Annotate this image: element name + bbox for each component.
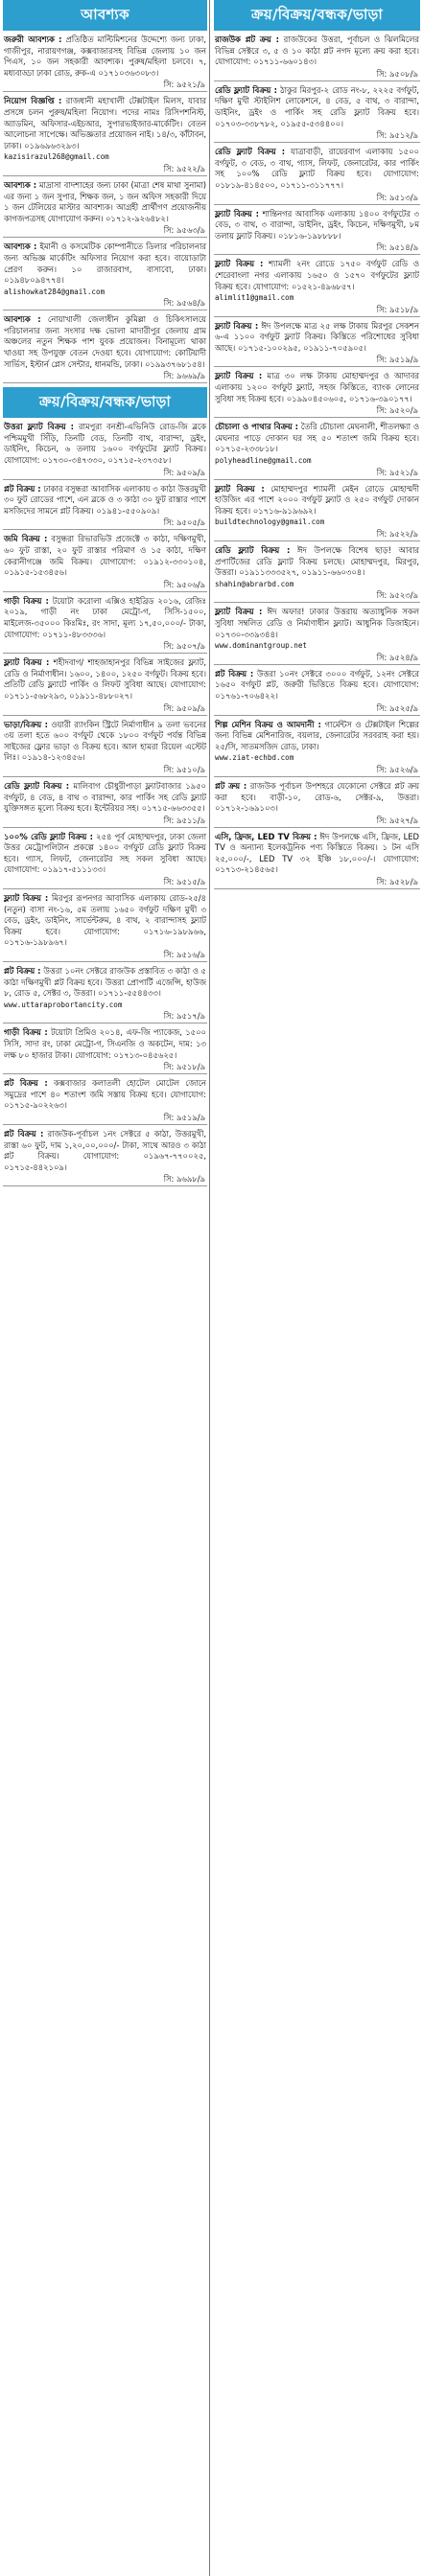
ad-text: [214, 422, 420, 466]
ad-body: টয়োটা প্রিমিও ২০১৪, এফ-জি প্যাকেজ, ১৫০০ সিসি, সাদা রং, ঢাকা মেট্রো-গ, সিএনজি ও অকটেন, দাম: ১৩ লক্ষ ৮০ হাজার টাকা। যোগাযোগ: ০১৭১৩-০৪৫৬২৫।: [4, 1027, 206, 1060]
ad-contact-link[interactable]: alimlit1@gmail.com: [215, 293, 294, 303]
ad-title: আবশ্যক :: [4, 242, 37, 252]
ad-code: সি: ৯৬৬৯/৯: [3, 370, 207, 383]
classified-ad: [3, 893, 207, 962]
ad-code: সি: ৯৫১৬/৯: [3, 949, 207, 962]
ad-code: সি: ৯৫৬৪/৯: [3, 297, 207, 310]
ad-title: রেডি ফ্ল্যাট বিক্রয় :: [215, 545, 291, 555]
ad-body: মাত্র ৩০ লক্ষ টাকায় মোহাম্মদপুর ও আদাবর এলাকায় ১২০০ বর্গফুট ফ্ল্যাট, সহজ কিস্তিতে, ব্যাংক লোনের সুবিধা সহ বিক্রয় হবে। ০১৯৯০৪৫০৬০৫, ০১৭১৬-৩৯০১৭৭।: [215, 371, 419, 403]
classified-ad: [214, 321, 420, 368]
ad-contact-link[interactable]: polyheadline@gmail.com: [215, 456, 312, 466]
ad-body: শ্যামলী ২নং রোডে ১৭৫০ বর্গফুট রেডি ও শেরেবাংলা নগর এলাকায় ১৬৫০ ও ১৫৭০ বর্গফুটের ফ্ল্যাট বিক্রয় হবে। যোগাযোগ: ০১৫২১-৪৯৬৮৫৭।: [215, 259, 419, 291]
classified-ad: [3, 781, 207, 828]
ad-body: উত্তরা ১০নং সেক্টরে রাজউক প্রস্তাবিত ৩ কাঠা ও ৫ কাঠা দক্ষিণমুখী প্লট বিক্রয় হবে। উত্তরা প্রোপার্টি এজেন্সি, হাউজ ৮, রোড ৫, সেক্টর ৩, উত্তরা। ০১৭১১-৫৫৪৪৩৩।: [4, 966, 206, 999]
ad-contact-link[interactable]: www.ziat-echbd.com: [215, 753, 294, 763]
ad-code: সি: ৯৫১৭/৯: [3, 1010, 207, 1024]
ad-text: [214, 484, 420, 528]
ad-title: শিল্প মেশিন বিক্রয় ও আমদানী :: [215, 719, 321, 729]
ad-text: [3, 966, 207, 1010]
ad-code: সি: ৯৫২৪/৯: [214, 652, 420, 665]
ad-body: রাজউক-পূর্বাচল ১নং সেক্টরে ৫ কাঠা, উত্তরমুখী, রাস্তা ৬০ ফুট, দাম ১,২০,০০,০০০/- টাকা, সাথে আরও ৩ কাঠা প্লট বিক্রয়। যোগাযোগ: ০১৯৬৭-৭৭০০২৫, ০১৭১৫-৪৪২১০৯।: [4, 1128, 206, 1172]
classified-ad: [214, 669, 420, 716]
classified-ad: [214, 607, 420, 664]
ad-title: ফ্ল্যাট বিক্রয় :: [215, 371, 263, 381]
ad-code: সি: ৯৫২৭/৯: [214, 815, 420, 828]
ad-title: জমি বিক্রয় :: [4, 534, 48, 544]
ad-text: [3, 720, 207, 764]
ad-title: আবশ্যক :: [4, 179, 37, 190]
ad-title: রাজউক প্লট ক্রয় :: [215, 34, 280, 44]
ad-title: গাড়ী বিক্রয় :: [4, 1027, 48, 1038]
ad-text: [3, 781, 207, 815]
ad-text: [214, 720, 420, 764]
column-divider: [209, 0, 210, 2576]
ad-contact-link[interactable]: www.uttaraprobortancity.com: [4, 1000, 123, 1009]
classified-ad: [214, 85, 420, 143]
ad-text: [214, 34, 420, 68]
ad-code: সি: ৯৫১৫/৯: [3, 876, 207, 889]
ad-text: [3, 832, 207, 876]
ad-title: ফ্ল্যাট বিক্রয় :: [215, 483, 265, 494]
ad-title: জরুরী আবশ্যক :: [4, 34, 62, 44]
classified-ad: [3, 422, 207, 479]
left-column: [3, 0, 207, 2576]
classified-ad: [214, 781, 420, 828]
ad-title: ফ্ল্যাট বিক্রয় :: [215, 259, 264, 269]
ad-title: ফ্ল্যাট বিক্রয় :: [4, 893, 49, 904]
ad-body: রাজউকের উত্তরা, পূর্বাচল ও ঝিলমিলের বিভিন্ন সেক্টরে ৩, ৫ ও ১০ কাঠা প্লট নগদ মূল্যে ক্রয় করা হবে। যোগাযোগ: ০১৭১১-৬৬০১৪৩।: [215, 34, 419, 67]
ad-body: যাত্রাবাড়ী, রায়েরবাগ এলাকায় ১৫০০ বর্গফুট, ৩ বেড, ৩ বাথ, গ্যাস, লিফট, জেনারেটর, কার পার্কিং সহ ১০০% রেডি ফ্ল্যাট বিক্রয় হবে। যোগাযোগ: ০১৮১৯-৪১৪৫০০, ০১৭১১-৩১১৭৭৭।: [215, 147, 419, 190]
classified-ad: [3, 484, 207, 531]
ad-text: [214, 669, 420, 702]
ad-title: প্লট ক্রয় :: [215, 780, 247, 791]
ad-title: রেডি ফ্ল্যাট বিক্রয় :: [4, 780, 70, 791]
classified-ad: [214, 209, 420, 256]
ad-body: তৈরি চৌচালা মেঘনালী, শীতলক্ষ্যা ও মেঘনার পাড়ে দোকান ঘর সহ ৫০ শতাংশ জমি বিক্রয় হবে। ০১৭১৫-২৩৩৮১৮।: [215, 422, 419, 454]
classified-ad: [214, 259, 420, 316]
ad-body: ঈদ উপলক্ষে বিশেষ ছাড়! আবার প্রপার্টিজের রেডি ফ্ল্যাট বিক্রয় চলছে। মোহাম্মদপুর, মিরপুর, উত্তরা। ০১৯১১৩৩৩৫২৭, ০১৯১১-৬৬০৩০৪।: [215, 545, 420, 578]
ad-title: রেডি ফ্ল্যাট বিক্রয় :: [215, 84, 277, 95]
ad-title: ফ্ল্যাট বিক্রয় :: [215, 320, 259, 331]
classified-ad: [214, 832, 420, 889]
ad-title: ফ্ল্যাট বিক্রয় :: [215, 607, 263, 617]
ad-code: সি: ৯৫০৮/৯: [214, 68, 420, 81]
classified-ad: [3, 180, 207, 238]
ad-code: সি: ৯৫১২/৯: [214, 129, 420, 143]
ad-text: [3, 34, 207, 79]
classified-ad: [3, 966, 207, 1024]
ad-code: সি: ৯৫০৫/৯: [3, 517, 207, 530]
classified-ad: [3, 34, 207, 92]
ad-code: সি: ৯৫০৬/৯: [3, 579, 207, 592]
classified-ad: [214, 371, 420, 418]
section-header-property-right: ক্রয়/বিক্রয়/বন্ধক/ভাড়া: [214, 0, 420, 31]
ad-text: [214, 781, 420, 815]
ad-body: মোহাম্মদপুর শ্যামলী মেইন রোডে মোহাম্মদী হাউজিং এর পাশে ২০০০ বর্গফুট ফ্ল্যাট ও ২৫০ বর্গফুট দোকান বিক্রয় হবে। ০১৭১৬-৯১৯৬৯২।: [215, 483, 420, 516]
ad-list-property-right: [214, 34, 420, 889]
ad-title: চৌচালা ও পাথার বিক্রয় :: [215, 422, 299, 432]
ad-title: প্লট বিক্রয় :: [215, 668, 254, 678]
ad-code: সি: ৯৫২০/৯: [214, 404, 420, 418]
ad-text: [214, 147, 420, 191]
ad-code: সি: ৯৫০৯/৯: [3, 702, 207, 716]
ad-body: গার্মেন্টস ও টেক্সটাইল শিল্পের জন্য বিভিন্ন মেশিনারিজ, বয়লার, জেনারেটর সরবরাহ করা হয়। ২৫/সি, সাতমসজিদ রোড, ঢাকা।: [215, 719, 419, 751]
ad-text: [214, 259, 420, 303]
classified-ad: [214, 34, 420, 81]
ad-title: ফ্ল্যাট বিক্রয় :: [4, 657, 50, 668]
ad-contact-link[interactable]: shahin@abrarbd.com: [215, 579, 294, 588]
ad-code: সি: ৯৫১৮/৯: [3, 1061, 207, 1074]
ad-body: টয়োটা করোলা এক্সিও হাইব্রিড ২০১৬, রেজিঃ ২০১৯, গাড়ী নং ঢাকা মেট্রো-গ, সিসি-১৫০০, মাইলেজ-৩৫০০০ কিঃমিঃ, রং সাদা, মূল্য ১৭,৫০,০০০/- টাকা, যোগাযোগ: ০১৭১১-৪৮৩৩৩৬।: [4, 595, 206, 639]
ad-title: উত্তরা ফ্ল্যাট বিক্রয় :: [4, 422, 75, 432]
classified-ad: [3, 314, 207, 383]
ad-title: প্লট বিক্রয় :: [4, 1078, 48, 1089]
ad-code: সি: ৯৫১১/৯: [3, 815, 207, 828]
ad-body: ওয়ারী র‍্যাংকিন স্ট্রিটে নির্মাণাধীন ৯ তলা ভবনের ৩য় তলা হতে ৬০০ বর্গফুট থেকে ১৮০০ বর্গফুট পর্যন্ত বিভিন্ন সাইজের ফ্লোর ভাড়া ও বিক্রয় হবে। আল হামরা রিয়েল এস্টেট লিঃ। ০১৯১৪-১২৩৪৫৬।: [4, 719, 206, 763]
ad-body: ঈদ অফার! ঢাকার উত্তরায় অত্যাধুনিক সকল সুবিধা সম্বলিত রেডি ও নির্মাণাধীন ফ্ল্যাট। আধুনিক ডিজাইনে। ০১৭৩০-৩৩৯৩৪৪।: [215, 607, 419, 639]
ad-body: শান্তিনগর আবাসিক এলাকায় ১৪০০ বর্গফুটের ৩ বেড, ৩ বাথ, ৩ বারান্দা, ডাইনিং, ড্রইং, কিচেন, দক্ষিণমুখী, ৮ম তলায় ফ্ল্যাট বিক্রয়। ০১৮১৬-১৯৮৮৮৮।: [215, 208, 419, 241]
ad-body: উত্তরা ১০নং সেক্টরে ৩০০০ বর্গফুট, ১২নং সেক্টরে ১৬৫০ বর্গফুট প্লট, জরুরী ভিত্তিতে বিক্রয় হবে। যোগাযোগ: ০১৭৬১-৭০৬৪২২।: [215, 668, 419, 701]
classified-ad: [3, 1078, 207, 1125]
ad-code: সি: ৯৫১৪/৯: [214, 242, 420, 255]
ad-title: ভাড়া/বিক্রয় :: [4, 719, 49, 729]
ad-text: [214, 832, 420, 876]
ad-body: শহীদবাগ/ শাহজাহানপুর বিভিন্ন সাইজের ফ্ল্যাট, রেডি ও নির্মাণাধীন। ১৬০০, ১৪০০, ১২৫০ বর্গফুট। বিক্রয় হবে। প্রতিটি রেডি ফ্ল্যাটে পার্কিং ও লিফট সুবিধা আছে। যোগাযোগ: ০১৭১১-৫৬৮২৯৩, ০১৯১১-৪৮৮০২৭।: [4, 657, 207, 701]
ad-text: [214, 371, 420, 404]
ad-list-needed: [3, 34, 207, 383]
ad-text: [214, 321, 420, 355]
ad-body: ঢাকার বসুন্ধরা আবাসিক এলাকায় ৩ কাঠা উত্তরমুখী ৩০ ফুট রোডের পাশে, এন ব্লকে ও ৩ কাঠা ৩০ ফুট রাস্তার পাশে মসজিদের সামনে প্লট বিক্রয়। ০১৯৪১-৫৫০৯০৯।: [4, 483, 206, 516]
ad-title: প্লট বিক্রয় :: [4, 966, 41, 977]
ad-code: সি: ৯৫১৯/৯: [214, 354, 420, 367]
ad-code: সি: ৯৫১৯/৯: [3, 1112, 207, 1125]
ad-contact-link[interactable]: alishowkat284@gmail.com: [4, 287, 106, 296]
ad-text: [214, 85, 420, 129]
ad-text: [3, 484, 207, 518]
ad-body: রাজউক পূর্বাচল উপশহরে যেকোনো সেক্টরে প্লট ক্রয় করা হবে। বাড়ী-১০, রোড-৬, সেক্টর-৯, উত্তরা। ০১৭১২-১৬৯১০৩।: [215, 780, 420, 814]
ad-code: সি: ৯৫২২/৯: [214, 528, 420, 541]
ad-code: সি: ৯৫১৮/৯: [214, 304, 420, 317]
ad-code: সি: ৯৫১০/৯: [3, 764, 207, 777]
ad-contact-link[interactable]: buildtechnology@gmail.com: [215, 518, 325, 527]
classified-ad: [214, 422, 420, 479]
ad-body: ঠাকুর মিরপুর-২ রোড নং-৮, ২২২৫ বর্গফুট, দক্ষিণ মুখী স্টাইলিশ লোকেশনে, ৪ বেড, ৫ বাথ, ৩ বারান্দা, ডাইনিং, ড্রইং ও পার্কিং সহ রেডি ফ্ল্যাট বিক্রয় হবে। ০১৭০৩-৩৩৮৭৮২, ০১৯৫৫-৫৩৪৪০০।: [215, 84, 419, 128]
classified-ad: [3, 596, 207, 654]
ad-body: প্রতিষ্ঠিত মাল্টিমিশনের উদ্দেশ্যে জন্য ঢাকা, গাজীপুর, নারায়ণগঞ্জ, কক্সবাজারসহ বিভিন্ন জেলায় ১০ জন পিএস, ১০ জন সহকারী আবশ্যক। পুরুষ/মহিলা চলবে। ৭, মধ্যবাড্ডা ঢাকা রোড, রুক-এ ০১৭১০৩৬৩০৮৩।: [4, 34, 206, 78]
ad-title: প্লট বিক্রয় :: [4, 483, 41, 494]
classified-ad: [214, 147, 420, 204]
ad-text: [214, 545, 420, 589]
ad-title: এসি, ফ্রিজ, LED TV বিক্রয় :: [215, 831, 317, 841]
ad-body: রামপুরা বনশ্রী-এভিনিউ রোড-জি ব্লকে পশ্চিমমুখী সিঁড়ি, তিনটি বেড, তিনটি বাথ, বারান্দা, ড্রইং, ডাইনিং, কিচেন, ৬ তলায় ১৬০০ বর্গফুটের ফ্ল্যাট বিক্রয়। যোগাযোগ: ০১৭৩০-৩৪৭৩৩০, ০১৭১৫-২৩৭৩৫৮।: [4, 422, 206, 466]
classified-ad: [3, 96, 207, 176]
ad-text: [3, 657, 207, 702]
section-header-needed: আবশ্যক: [3, 0, 207, 31]
ad-code: সি: ৯৫১৩/৯: [214, 192, 420, 205]
ad-text: [3, 596, 207, 640]
ad-text: [3, 534, 207, 578]
ad-body: মালিবাগ চৌধুরীপাড়া ফ্ল্যাটবাজার ১৯৫০ বর্গফুট, ৪ বেড, ৪ বাথ ৩ বারান্দা, কার পার্কিং সহ রেডি ফ্ল্যাট যুক্তিসঙ্গত মূল্যে বিক্রয় হবে। ইন্টেরিয়র সহ। ০১৭১৫-৬৬৩৩৫৫।: [4, 780, 206, 814]
ad-text: [3, 1078, 207, 1112]
ad-title: ফ্ল্যাট বিক্রয় :: [215, 208, 259, 218]
ad-body: ঈদ উপলক্ষে মাত্র ২৫ লক্ষ টাকায় মিরপুর সেকশন ৬-এ ১১০০ বর্গফুট ফ্ল্যাট বিক্রয়। কিস্তিতে পরিশোধের সুবিধা আছে। ০১৭১৫-১০০২৯৫, ০১৯১১-৭০৫৯০৫।: [215, 320, 419, 353]
ad-title: নিয়োগ বিজ্ঞপ্তি :: [4, 96, 62, 106]
classified-ad: [3, 1129, 207, 1186]
ad-text: [3, 1129, 207, 1173]
ad-code: সি: ৯৫২৮/৯: [214, 876, 420, 889]
ad-text: [3, 893, 207, 949]
ad-title: ১০০% রেডি ফ্ল্যাট বিক্রয় :: [4, 831, 93, 841]
ad-code: সি: ৯৫২৬/৯: [214, 764, 420, 777]
ad-body: কক্সবাজার কলাতলী হোটেল মোটেল জোনে সমুদ্রের পাশে ৪০ শতাংশ জমি সস্তায় বিক্রয় হবে। যোগাযোগ: ০১৭১৫-৯০২২৬৩।: [4, 1078, 206, 1111]
ad-code: সি: ৯৫৬৩/৯: [3, 224, 207, 238]
classified-ad: [214, 484, 420, 541]
ad-body: বসুন্ধরা রিভারভিউ প্রজেক্টে ৩ কাঠা, দক্ষিণমুখী, ৬০ ফুট রাস্তা, ২০ ফুট রাস্তার পরিমাণ ও ১৫ কাঠা, দক্ষিণ কেরানীগঞ্জে জমি বিক্রয়। যোগাযোগ: ০১৯১২-৩৩০১০৪, ০১৯১৫-১৫৩৪৫৬।: [4, 534, 206, 578]
right-column: [214, 0, 420, 2576]
ad-body: রাজধানী মহাখালী টেক্সটাইল মিলস, যাবার প্রসঙ্গে চলন পুরুষ/মহিলা নিয়োগ। পদের নামঃ রিসিপশনিস্ট, অ্যাডমিন, অফিসার-এইচআর, সুপারভাইজার-মার্কেটিং। বেতন আলোচনা সাপেক্ষে। অভিজ্ঞতার প্রয়োজন নাই। ১৪/৩, কাঁটাবন, ঢাকা। ০১৯৬৯৬৩২৯৩।: [4, 96, 206, 150]
ad-title: প্লট বিক্রয় :: [4, 1128, 44, 1138]
classified-ad: [3, 242, 207, 310]
ad-contact-link[interactable]: www.dominantgroup.net: [215, 641, 308, 651]
ad-text: [3, 314, 207, 370]
ad-code: সি: ৯৫২৫/৯: [214, 702, 420, 716]
ad-text: [3, 1027, 207, 1061]
ad-body: মাদ্রাসা বাদশাহের জন্য ঢাকা (মাত্রা শেষ মাথা সুনামা) এর জন্য ১ জন সুপার, শিক্ষক জন, ১ জন অফিস সহকারী দিয়ে ১ জন টেলিয়ের মাস্টার আবশ্যক। আগ্রহী প্রার্থীগণ প্রয়োজনীয় কাগজপত্রসহ যোগাযোগ করুন। ০১৭১২-৯২৬৪৮২।: [4, 179, 206, 223]
ad-contact-link[interactable]: kazisirazul268@gmail.com: [4, 152, 109, 162]
ad-code: সি: ৯৫২২/৯: [3, 163, 207, 176]
classified-ad: [214, 545, 420, 603]
ad-title: আবশ্যক :: [4, 314, 41, 325]
ad-text: [3, 180, 207, 224]
ad-body: ইমানী ও কসমেটিক কোম্পানীতে ডিলার পরিচালনার জন্য অভিজ্ঞ মার্কেটিং অফিসার নিয়োগ করা হবে। বায়োডাটা প্রেরণ করুন। ১০ রাজারবাগ, বাসাবো, ঢাকা। ০১৯৪৮০৯৪৭৭৪।: [4, 242, 206, 286]
section-header-property-left: ক্রয়/বিক্রয়/বন্ধক/ভাড়া: [3, 387, 207, 418]
ad-body: ঈদ উপলক্ষে এসি, ফ্রিজ, LED TV ও অন্যান্য ইলেকট্রনিক পণ্য কিস্তিতে বিক্রয়। ১ টন এসি ২৫,০০০/-, LED TV ৩২ ইঞ্চি ১৮,০০০/-। যোগাযোগ: ০১৭১৩-২১৪৫৬৫।: [215, 831, 419, 875]
classified-ad: [3, 657, 207, 715]
ad-title: গাড়ী বিক্রয় :: [4, 595, 49, 606]
ad-body: নোয়াখালী জেলাধীন কুমিল্লা ও চিকিৎসালয়ে পরিচালনার জন্য সংসার দক্ষ ভোলা মাদারীপুর জেলায় গ্রাম অঞ্চলের নতুন শিক্ষক পাশ যুবক প্রয়োজন। বিনামূল্যে থাকা খাওয়া সহ উপযুক্ত বেতন দেওয়া হবে। যোগাযোগ: কোটিয়াদী সার্ভিস, ইস্টার্ন প্লেস সেন্টার, ধানমন্ডি, ঢাকা। ০১৯৯৩৭৬৮১৫৪।: [4, 314, 206, 369]
classified-ad: [3, 720, 207, 777]
classified-ad: [3, 1027, 207, 1074]
classified-ad: [214, 720, 420, 777]
ad-text: [3, 422, 207, 466]
ad-code: সি: ৯৫২১/৯: [3, 79, 207, 92]
ad-text: [214, 607, 420, 651]
classified-ad: [3, 832, 207, 889]
ad-code: সি: ৯৫০৭/৯: [3, 640, 207, 654]
ad-body: মিরপুর রূপনগর আবাসিক এলাকায় রোড-২৫/৪ (নতুন) বাসা নং-১৬, ৫ম তলায় ১৬৫০ বর্গফুট দক্ষিণ মুখী ৩ বেড, ড্রইং, ডাইনিং, সার্ভেন্টরুম, ৪ বাথ, ২ বারান্দাসহ ফ্ল্যাট বিক্রয় হবে। যোগাযোগ: ০১৭১৬-১৯৮৯৬৬, ০১৭১৬-১৯৮৯৬৭।: [4, 893, 206, 948]
ad-text: [3, 242, 207, 297]
ad-text: [214, 209, 420, 242]
ad-text: [3, 96, 207, 163]
classified-ad: [3, 534, 207, 591]
ad-title: রেডি ফ্ল্যাট বিক্রয় :: [215, 147, 286, 157]
ad-body: ২৫৪ পূর্ব মোহাম্মদপুর, ঢাকা জেলা উত্তর মেট্রোপলিটান প্রকল্পে ১৪০০ বর্গফুট রেডি ফ্ল্যাট বিক্রয় হবে। গ্যাস, লিফট, জেনারেটর সহ সকল সুবিধা আছে। যোগাযোগ: ০১৯১৭-৫১১১৩৩।: [4, 831, 206, 875]
ad-code: সি: ৯৫২৩/৯: [214, 589, 420, 603]
ad-code: সি: ৯৫০৯/৯: [3, 467, 207, 480]
ad-code: সি: ৯৫২১/৯: [214, 467, 420, 480]
ad-code: সি: ৯৬৯৮/৯: [3, 1173, 207, 1186]
ad-list-property-left: [3, 422, 207, 1186]
